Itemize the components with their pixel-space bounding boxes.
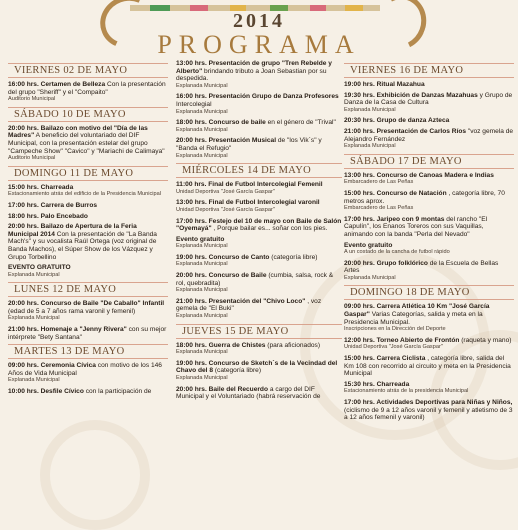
event-entry xyxy=(8,326,168,341)
event-title: 16:00 hrs. Certamen de Belleza xyxy=(8,81,106,88)
event-entry xyxy=(176,119,342,134)
event-location: A un costado de la cancha de futbol rápido xyxy=(344,249,450,256)
event-title: 12:00 hrs. Torneo Abierto de Frontón xyxy=(344,336,460,344)
event-title: 20:00 hrs. Grupo folklórico xyxy=(344,259,428,267)
event-location: Explanada Municipal xyxy=(176,82,228,89)
event-description: Con la presentación de "La Banda Mach's" y su vocalista Raúl Ortega (voz original de Banda Machos), el Súper Show de los Vázquez y Grupo Torbellino xyxy=(8,230,157,261)
event-description: , voz gemela de "El Buki" xyxy=(176,297,322,313)
event-location: Explanada Municipal xyxy=(176,126,228,133)
event-location: Explanada Municipal xyxy=(176,108,228,115)
event-description: (ciclismo de 9 a 12 años varonil y femenil y atletismo de 3 a 12 años femenil y varonil) xyxy=(344,406,513,422)
event-entry xyxy=(176,254,342,269)
event-title: 20:00 hrs. Baile del Recuerdo xyxy=(176,385,268,393)
event-description: Con la presentación del grupo "Sheriff" y el "Compaito" xyxy=(8,81,166,96)
day-heading: SÁBADO 17 DE MAYO xyxy=(344,154,514,169)
event-entry xyxy=(344,260,514,283)
event-location: Explanada Municipal xyxy=(8,315,60,322)
event-description: (categoría libre) xyxy=(269,253,318,261)
event-title: Evento gratuito xyxy=(176,235,225,243)
event-description: Varias Categorías, salida y meta en la Presidencia Municipal. xyxy=(344,311,483,326)
event-title: 15:00 hrs. Charreada xyxy=(8,183,74,191)
event-title: 15:30 hrs. Charreada xyxy=(344,380,410,388)
event-description: , categoría libre, 70 metros aprox. xyxy=(344,189,505,205)
event-entry xyxy=(344,242,514,257)
event-title: 18:00 hrs. Palo Encebado xyxy=(8,212,88,220)
event-location: Estacionamiento atrás del edificio de la Presidencia Municipal xyxy=(8,191,161,198)
event-description: (edad de 5 a 7 años rama varonil y femenil) xyxy=(8,307,136,315)
event-entry xyxy=(176,386,342,401)
event-entry xyxy=(176,342,342,357)
event-description: con su mejor intérprete "Bety Santana" xyxy=(8,326,167,341)
event-description: , categoría libre, salida del Km 108 con recorrido al circuito y meta en la Presidencia Municipal xyxy=(344,355,511,378)
event-description: "voz gemela de Alejandro Fernández xyxy=(344,127,514,143)
event-title: 13:00 hrs. Concurso de Canoas Madera e Indias xyxy=(344,171,494,179)
event-entry xyxy=(8,125,168,163)
event-title: 21:00 hrs. Presentación del "Chivo Loco" xyxy=(176,297,306,305)
event-description: en el género de "Trival" xyxy=(265,119,336,127)
event-entry xyxy=(344,190,514,213)
event-location: Auditorio Municipal xyxy=(8,155,56,162)
event-location: Explanada Municipal xyxy=(176,375,228,381)
event-title: 21:00 hrs. Presentación de Carlos Ríos xyxy=(344,127,467,135)
event-location: Estacionamiento atrás de la presidencia Municipal xyxy=(344,388,469,395)
event-entry xyxy=(344,92,514,115)
day-heading: MIÉRCOLES 14 DE MAYO xyxy=(176,163,342,178)
event-location: Explanada Municipal xyxy=(176,313,228,320)
event-description: a cargo del DIF Municipal y el Voluntariado (habrá reservación de xyxy=(176,385,321,401)
event-location: Explanada Municipal xyxy=(176,152,228,159)
event-location: Embarcadero de Las Peñas xyxy=(344,179,414,186)
event-title: 16:00 hrs. Presentación Grupo de Danza Profesores xyxy=(176,93,339,101)
day-heading: LUNES 12 DE MAYO xyxy=(8,282,168,297)
event-entry xyxy=(176,137,342,160)
event-title: 19:00 hrs. Concurso de Sketch´s de la Vecindad del Chavo del 8 xyxy=(176,359,338,375)
day-heading: VIERNES 02 DE MAYO xyxy=(8,63,168,78)
event-title: 09:00 hrs. Ceremonia Cívica xyxy=(8,362,96,370)
event-title: 17:00 hrs. Jaripeo con 9 montas xyxy=(344,215,445,223)
event-location: Unidad Deportiva "José García Gaspar" xyxy=(176,188,275,195)
event-location: Unidad Deportiva "José García Gaspar" xyxy=(176,206,275,213)
day-heading: MARTES 13 DE MAYO xyxy=(8,344,168,359)
event-title: 20:00 hrs. Concurso de Baile xyxy=(176,272,267,280)
event-description: con motivo de los 146 Años de Vida Municipal xyxy=(8,362,162,377)
event-entry xyxy=(8,81,168,104)
event-description: A beneficio del voluntariado del DIF Municipal, con la presentación estelar del grupo "Campeche Show" "Cavico" y "Mariachi de Calimaya" xyxy=(8,132,165,155)
event-title: 18:00 hrs. Concurso de baile xyxy=(176,119,266,127)
day-heading: SÁBADO 10 DE MAYO xyxy=(8,107,168,122)
event-entry xyxy=(176,298,342,321)
event-entry xyxy=(344,337,514,352)
event-title: 19:00 hrs. Concurso de Canto xyxy=(176,253,270,261)
event-location: Explanada Municipal xyxy=(176,287,228,294)
event-title: 20:00 hrs. Presentación Musical xyxy=(176,137,277,145)
event-description: y Grupo de Danza de la Casa de Cultura xyxy=(344,91,513,107)
event-title: 19:00 hrs. Ritual Mazahua xyxy=(344,81,425,88)
event-entry xyxy=(344,355,514,378)
event-entry xyxy=(8,300,168,323)
event-title: EVENTO GRATUITO xyxy=(8,264,71,272)
header-ornament-band xyxy=(0,0,518,8)
event-location: Explanada Municipal xyxy=(8,377,60,384)
event-location: Explanada Municipal xyxy=(176,243,228,250)
event-location: Explanada Municipal xyxy=(344,143,396,150)
event-entry xyxy=(344,172,514,187)
event-entry xyxy=(344,216,514,239)
event-location: Embarcadero de Las Peñas xyxy=(344,205,414,212)
event-entry xyxy=(344,81,514,89)
schedule-column-1 xyxy=(8,60,168,399)
event-entry xyxy=(176,181,342,196)
event-title: 17:00 hrs. Carrera de Burros xyxy=(8,201,98,209)
day-heading: DOMINGO 18 DE MAYO xyxy=(344,285,514,300)
event-title: 19:30 hrs. Exhibición de Danzas Mazahuas xyxy=(344,91,478,99)
event-entry xyxy=(176,272,342,295)
event-title: 15:00 hrs. Concurso de Natación xyxy=(344,189,447,197)
event-description: de la Escuela de Bellas Artes xyxy=(344,259,499,275)
day-heading: JUEVES 15 DE MAYO xyxy=(176,324,342,339)
event-title: 13:00 hrs. Final de Futbol Intercolegial varonil xyxy=(176,199,320,207)
day-heading: DOMINGO 11 DE MAYO xyxy=(8,166,168,181)
event-entry xyxy=(344,399,514,422)
event-entry xyxy=(176,93,342,116)
event-entry xyxy=(8,202,168,210)
schedule-column-3 xyxy=(344,60,514,425)
program-title: PROGRAMA xyxy=(157,30,361,59)
event-entry xyxy=(8,264,168,279)
event-location: Auditorio Municipal xyxy=(8,96,56,103)
event-title: 20:00 hrs. Bailazo de Apertura de la Feria Municipal 2014 xyxy=(8,223,137,238)
event-location: Explanada Municipal xyxy=(8,271,60,278)
event-description: (cumbia, salsa, rock & rol, quebradita) xyxy=(176,272,334,287)
event-entry xyxy=(176,236,342,251)
event-description: (raqueta y mano) xyxy=(459,336,512,344)
event-entry xyxy=(8,362,168,385)
event-entry xyxy=(176,199,342,214)
event-description: (para aficionados) xyxy=(265,341,321,349)
event-title: 11:00 hrs. Final de Futbol Intercolegial Femenil xyxy=(176,181,323,189)
event-description: del rancho "El Capulín", los Enanos Toreros con sus Vaquillas, animando con la banda "Perla del Nevado" xyxy=(344,215,488,238)
event-description: (categoría libre) xyxy=(213,367,262,375)
event-entry xyxy=(8,213,168,221)
event-title: 09:00 hrs. Carrera Atlética 10 Km "José García Gaspar" xyxy=(344,303,490,319)
event-title: 20:00 hrs. Bailazo con motivo del "Día de las Madres" xyxy=(8,124,148,140)
event-location: Explanada Municipal xyxy=(176,349,228,356)
event-entry xyxy=(8,223,168,261)
event-title: 20:30 hrs. Grupo de danza Azteca xyxy=(344,117,450,125)
event-location: Explanada Municipal xyxy=(176,261,228,268)
event-title: 21:00 hrs. Homenaje a "Jenny Rivera" xyxy=(8,326,127,334)
event-entry xyxy=(8,388,168,396)
day-heading: VIERNES 16 DE MAYO xyxy=(344,63,514,78)
event-title: Evento gratuito xyxy=(344,241,393,249)
event-location: Explanada Municipal xyxy=(344,274,396,281)
event-title: 18:00 hrs. Guerra de Chistes xyxy=(176,341,266,349)
event-entry xyxy=(176,360,342,383)
event-entry xyxy=(344,381,514,396)
event-entry xyxy=(344,117,514,125)
event-description: , Porque bailar es... soñar con los pies. xyxy=(211,225,328,233)
event-entry xyxy=(344,303,514,333)
event-description: brindando tributo a Joan Sebastian por su despedida. xyxy=(176,67,327,83)
event-entry xyxy=(176,218,342,233)
year-heading: 2014 xyxy=(233,10,285,32)
event-title: 20:00 hrs. Concurso de Baile "De Caballo" Infantil xyxy=(8,300,165,308)
event-entry xyxy=(176,60,342,90)
event-description: con la participación de xyxy=(83,388,152,396)
event-location: Explanada Municipal xyxy=(344,106,396,113)
event-description: Intercolegial xyxy=(176,100,212,108)
event-location: Inscripciones en la Dirección del Deporte xyxy=(344,326,446,333)
event-entry xyxy=(8,184,168,199)
event-title: 17:00 hrs. Festejo del 10 de mayo con Baile de Salón "Oyemayá" xyxy=(176,217,342,233)
schedule-column-2 xyxy=(176,60,342,404)
event-title: 15:00 hrs. Carrera Ciclista xyxy=(344,355,426,363)
event-location: Unidad Deportiva "José García Gaspar" xyxy=(344,344,443,351)
event-title: 17:00 hrs. Actividades Deportivas para Niñas y Niños, xyxy=(344,399,513,406)
event-description: de "los Vik´s" y "Banda el Refugio" xyxy=(176,137,322,152)
event-entry xyxy=(344,128,514,151)
event-title: 10:00 hrs. Desfile Cívico xyxy=(8,388,84,396)
event-title: 13:00 hrs. Presentación de grupo "Tren Rebelde y Alberto" xyxy=(176,60,332,75)
